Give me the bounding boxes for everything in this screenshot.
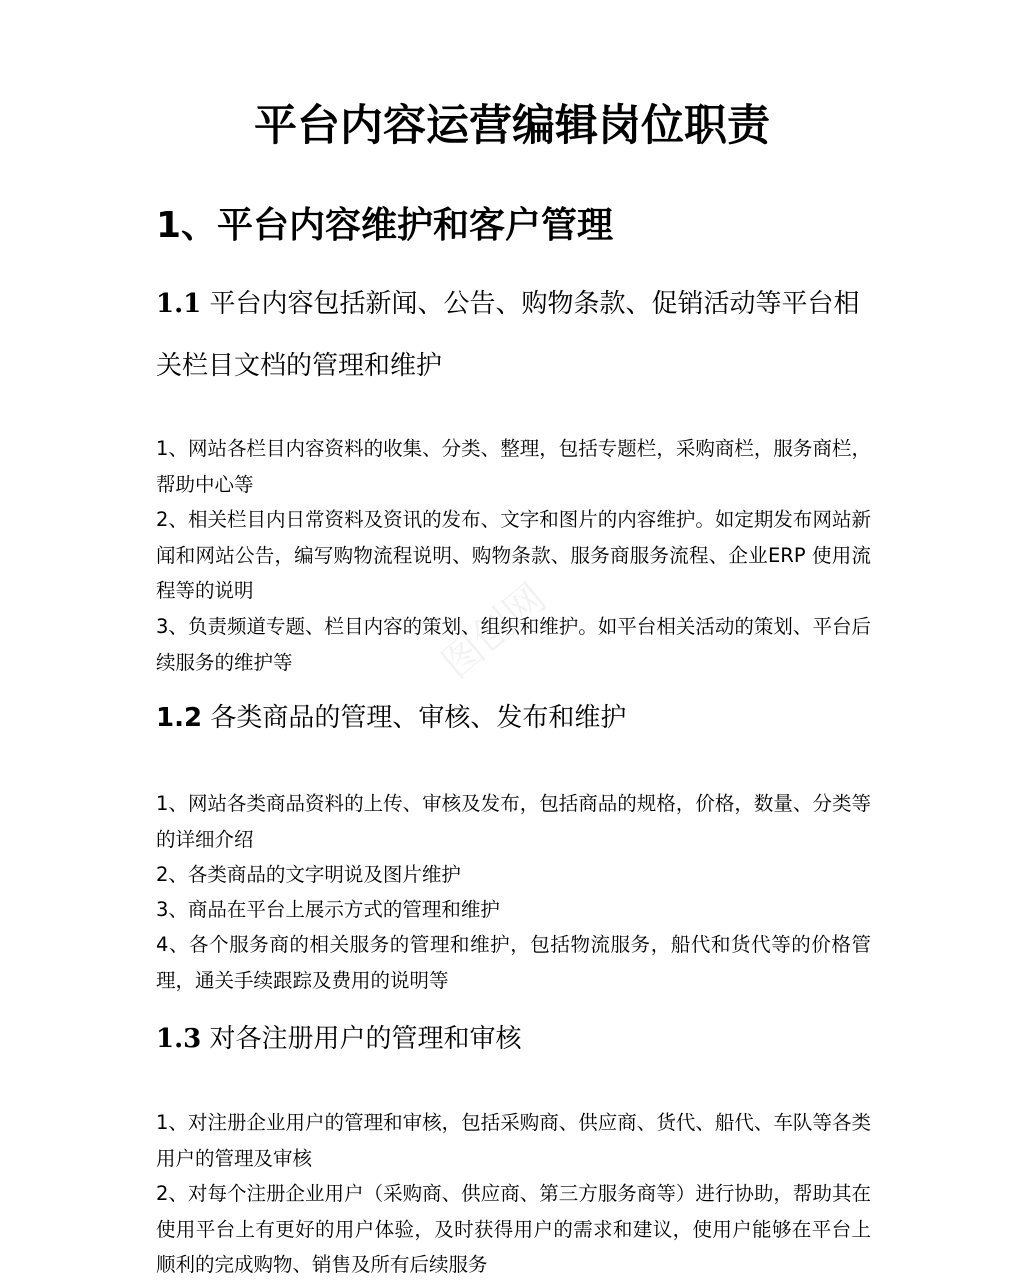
list-item: 3、商品在平台上展示方式的管理和维护 [156,898,500,921]
subsection-number: 1.3 [156,1024,202,1054]
page-title: 平台内容运营编辑岗位职责 [254,101,770,151]
subsection-number: 1.1 [156,289,202,319]
subsection-heading-1-1 [156,273,871,397]
list-item: 2、各类商品的文字明说及图片维护 [156,863,461,886]
subsection-text: 对各注册用户的管理和审核 [209,1024,522,1054]
section-heading: 1、平台内容维护和客户管理 [156,205,614,246]
subsection-heading-1-3 [156,1008,871,1070]
list-item: 2、对每个注册企业用户（采购商、供应商、第三方服务商等）进行协助，帮助其在使用平台上有更好的用户体验，及时获得用户的需求和建议，使用户能够在平台上顺利的完成购物、销售及所有后续服务 [156,1182,871,1276]
subsection-text: 平台内容包括新闻、公告、购物条款、促销活动等平台相关栏目文档的管理和维护 [156,289,860,381]
subsection-text: 各类商品的管理、审核、发布和维护 [210,703,627,733]
list-item: 2、相关栏目内日常资料及资讯的发布、文字和图片的内容维护。如定期发布网站新闻和网站公告，编写购物流程说明、购物条款、服务商服务流程、企业ERP 使用流程等的说明 [156,508,871,602]
subsection-heading-1-2 [156,687,871,749]
list-item: 3、负责频道专题、栏目内容的策划、组织和维护。如平台相关活动的策划、平台后续服务的维护等 [156,615,871,674]
watermark: 图创网 [433,574,555,688]
list-item: 1、网站各类商品资料的上传、审核及发布，包括商品的规格，价格，数量、分类等的详细介绍 [156,792,871,851]
list-item: 4、各个服务商的相关服务的管理和维护，包括物流服务，船代和货代等的价格管理，通关手续跟踪及费用的说明等 [156,933,871,992]
subsection-number: 1.2 [156,703,203,733]
list-item: 1、网站各栏目内容资料的收集、分类、整理，包括专题栏，采购商栏，服务商栏，帮助中心等 [156,437,871,496]
list-item: 1、对注册企业用户的管理和审核，包括采购商、供应商、货代、船代、车队等各类用户的管理及审核 [156,1111,871,1170]
